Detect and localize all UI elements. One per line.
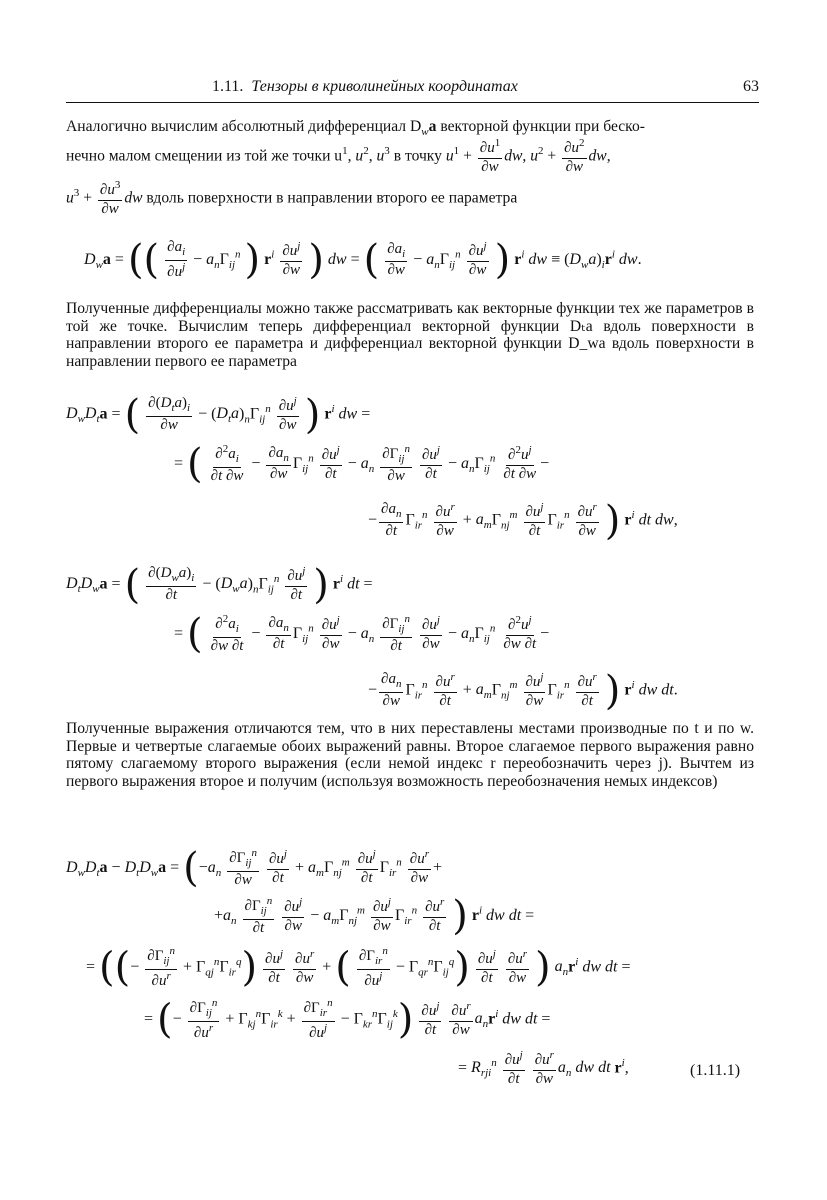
paragraph-intro: Аналогично вычислим абсолютный дифференциал $D_wa$ векторной функции при беско- нечно малом смещении из той же точки $u^1$, $u^2$, $u^3$ в точку $u^1$ + $\frac{\partial u^1}{\partial w}$ dw, $u^2$ + $\frac{\partial u^2}{\partial w}$ dw, $u^3$ + $\frac{\partial u^3}{\partial w}$ dw вдоль поверхности в направлении второго ее параметра <box>66 118 645 217</box>
intro-text-2: нечно малом смещении из той же точки u <box>66 147 343 165</box>
intro-text-3: вдоль поверхности в направлении второго ее параметра <box>146 189 518 207</box>
equation-dt-dw-a: $D_tD_wa$ = ( $\frac{\partial(D_wa)_i}{\partial t}$ − $(D_wa)_n\Gamma_{ij}^n$ $\frac{\partial u^j}{\partial t}$ ) $r^i$ dt = = ( $\frac{\partial^2a_i}{\partial w \partial t}$ − $\frac{\partial a_n}{\partial t}$ $\Gamma_{ij}^n$ $\frac{\partial u^j}{\partial w}$ − $a_n$ $\frac{\partial\Gamma_{ij}^n}{\partial t}$ $\frac{\partial u^j}{\partial w}$ − $a_n\Gamma_{ij}^n$ $\frac{\partial^2u^j}{\partial w \partial t}$ − − $\frac{\partial a_n}{\partial w}$ $\Gamma_{ir}^n$ $\frac{\partial u^r}{\partial t}$ + $a_m\Gamma_{nj}^m$ $\frac{\partial u^j}{\partial w}$ $\Gamma_{ir}^n$ $\frac{\partial u^r}{\partial t}$ ) $r^i$ dw dt. <box>66 561 678 714</box>
equation-dwa: $D_wa$ = (( $\frac{\partial a_i}{\partial u^j}$ − $a_n\Gamma_{ij}^n$ ) $r^i$ $\frac{\partial u^j}{\partial w}$ ) dw = ( $\frac{\partial a_i}{\partial w}$ − $a_n\Gamma_{ij}^n$ $\frac{\partial u^j}{\partial w}$ ) $r^i$ dw ≡ $(D_wa)_ir^i$ dw. <box>84 237 642 284</box>
paragraph-comparison: Полученные выражения отличаются тем, что в них переставлены местами производные по t и по w. Первые и четвертые слагаемые обоих выражений равны. Второе слагаемое первого выражения равно пятому слагаемому второго выражения (если немой индекс r переобозначить через j). Вычтем из первого выражения второе и получим (используя возможность переобозначения немых индексов) <box>66 720 754 790</box>
header-section: 1.11. Тензоры в криволинейных координатах <box>212 78 518 95</box>
page-number: 63 <box>743 78 759 95</box>
paragraph-differentials: Полученные дифференциалы можно также рассматривать как векторные функции тех же параметров в той же точке. Вычислим теперь дифференциал векторной функции Dₜa вдоль поверхности в направлении второго ее параметра и дифференциал векторной функции D_wa вдоль поверхности в направлении первого ее параметра <box>66 300 754 370</box>
intro-text-1: Аналогично вычислим абсолютный дифференциал D <box>66 118 422 135</box>
intro-text-2b: в точку <box>393 147 442 165</box>
equation-number: (1.11.1) <box>690 1062 741 1079</box>
header-title: Тензоры в криволинейных координатах <box>251 78 518 95</box>
equation-commutator: $D_wD_ta - D_tD_wa = (-a_n$ $\frac{\partial\Gamma_{ij}^n}{\partial w}$ $\frac{\partial u^j}{\partial t}$ + $a_m\Gamma_{nj}^m$ $\frac{\partial u^j}{\partial t}$ $\Gamma_{ir}^n$ $\frac{\partial u^r}{\partial w}$ + $+a_n$ $\frac{\partial\Gamma_{ij}^n}{\partial t}$ $\frac{\partial u^j}{\partial w}$ − $a_m\Gamma_{nj}^m$ $\frac{\partial u^j}{\partial w}$ $\Gamma_{ir}^n$ $\frac{\partial u^r}{\partial t}$ ) $r^i$ dw dt = = ((− $\frac{\partial\Gamma_{ij}^n}{\partial u^r}$ + $\Gamma_{qj}^n\Gamma_{ir}^q$) $\frac{\partial u^j}{\partial t}$ $\frac{\partial u^r}{\partial w}$ + ( $\frac{\partial\Gamma_{ir}^n}{\partial u^j}$ − $\Gamma_{qr}^n\Gamma_{ij}^q$) $\frac{\partial u^j}{\partial t}$ $\frac{\partial u^r}{\partial w}$ ) $a_nr^i$ dw dt = = (− $\frac{\partial\Gamma_{ij}^n}{\partial u^r}$ + $\Gamma_{kj}^n\Gamma_{ir}^k$ + $\frac{\partial\Gamma_{ir}^n}{\partial u^j}$ − $\Gamma_{kr}^n\Gamma_{ij}^k$) $\frac{\partial u^j}{\partial t}$ $\frac{\partial u^r}{\partial w}$ $a_nr^i$ dw dt = = $R_{rji}^n$ $\frac{\partial u^j}{\partial t}$ $\frac{\partial u^r}{\partial w}$ $a_n$ dw dt $r^i$, (1.11.1) <box>66 845 741 1087</box>
equation-dw-dt-a: $D_wD_ta$ = ( $\frac{\partial(D_ta)_i}{\partial w}$ − $(D_ta)_n\Gamma_{ij}^n$ $\frac{\partial u^j}{\partial w}$ ) $r^i$ dw = = ( $\frac{\partial^2a_i}{\partial t \partial w}$ − $\frac{\partial a_n}{\partial w}$ $\Gamma_{ij}^n$ $\frac{\partial u^j}{\partial t}$ − $a_n$ $\frac{\partial\Gamma_{ij}^n}{\partial w}$ $\frac{\partial u^j}{\partial t}$ − $a_n\Gamma_{ij}^n$ $\frac{\partial^2u^j}{\partial t \partial w}$ − − $\frac{\partial a_n}{\partial t}$ $\Gamma_{ir}^n$ $\frac{\partial u^r}{\partial w}$ + $a_m\Gamma_{nj}^m$ $\frac{\partial u^j}{\partial t}$ $\Gamma_{ir}^n$ $\frac{\partial u^r}{\partial w}$ ) $r^i$ dt dw, <box>66 391 678 544</box>
running-header <box>66 76 759 103</box>
intro-text-1b: векторной функции при беско- <box>440 118 645 135</box>
